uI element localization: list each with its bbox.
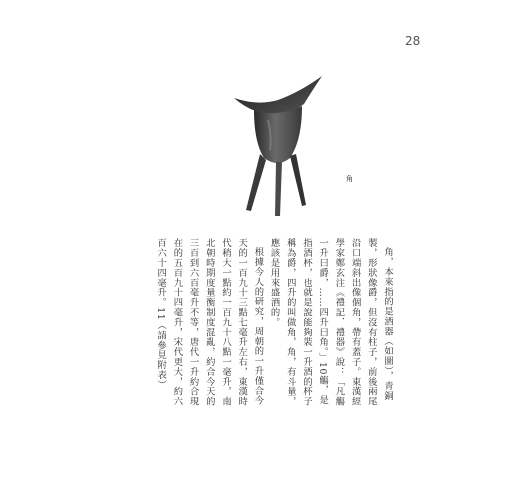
paragraph: 根據今人的研究，周朝的一升僅合今天的一百九十三點七毫升左右，東漢時代稍大一點約一百九十八點一毫升，南北朝時期度量衡制度混亂，約合今天的三百到六百毫升不等，唐代一升約合現在的五百九十四毫升，宋代更大，約六百六十四毫升。11（請參見附表）: [155, 238, 264, 407]
page-number: 28: [405, 34, 421, 48]
jue-vessel-icon: [228, 70, 328, 220]
body-text: [155, 238, 395, 408]
jue-vessel-figure: [228, 70, 328, 220]
paragraph: 角，本來指的是酒器（如圖），青銅製，形狀像爵，但沒有柱子，前後兩尾沿口端斜出像個角，帶有蓋子。東漢經學家鄭玄注《禮記．禮器》說：「凡觴一升曰爵，……四升曰角。」10觴，是指酒杯，也就是說能夠裝一升酒的杯子稱為爵，四升的叫做角，角，有斗量，應該是用來盛酒的。: [268, 238, 393, 407]
figure-caption: 角: [346, 175, 353, 183]
